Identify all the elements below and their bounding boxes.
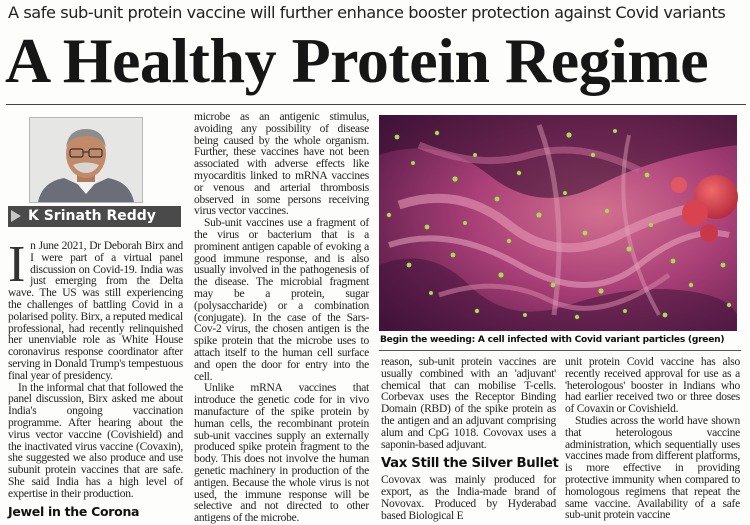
- column-2-paragraph-1: microbe as an antigenic stimulus, avoiding any possibility of disease being caused by the whole organism. Further, these vaccines have not been associated with adverse effects like myocarditis linked to mRNA vaccines or venous and arterial thrombosis observed in some persons receiving virus vector vaccines.: [194, 111, 369, 218]
- chevron-right-icon: [11, 210, 21, 222]
- drop-cap: I: [8, 236, 26, 293]
- column-3-paragraph-2: Covovax was mainly produced for export, as the India-made brand of Novovax. Produced by Hyderabad based Biological E: [381, 474, 556, 522]
- column-4: [565, 356, 740, 522]
- column-2-paragraph-2: Sub-unit vaccines use a fragment of the virus or bacterium that is a prominent antigen capable of evoking a good immune response, and is also usually involved in the pathogenesis of the disease. The microbial fragment may be a protein, sugar (polysaccharide) or a combination (conjugate). In the case of the Sars-Cov-2 virus, the chosen antigen is the spike protein that the microbe uses to attach itself to the human cell surface and open the door for entry into the cell.: [194, 217, 369, 383]
- photo-caption: Begin the weeding: A cell infected with Covid variant particles (green): [380, 335, 725, 345]
- kicker: A safe sub-unit protein vaccine will further enhance booster protection against Covid variants: [8, 3, 726, 22]
- column-1-paragraph-1: In June 2021, Dr Deborah Birx and I were part of a virtual panel discussion on Covid-19. India was just emerging from the Delta wave. The US was still experiencing the challenges of battling Covid in a polarised polity. Birx, a reputed medical professional, had recently relinquished her unenviable role as White House coronavirus response coordinator after serving in Donald Trump's tempestuous final year of presidency.: [8, 236, 183, 382]
- column-2-paragraph-3: Unlike mRNA vaccines that introduce the genetic code for in vivo manufacture of the spike protein by human cells, the recombinant protein sub-unit vaccines supply an externally produced spike protein fragment to the body. This does not involve the human genetic machinery in production of the antigen. Because the whole virus is not used, the immune response will be selective and not directed to other antigens of the microbe.: [194, 382, 369, 525]
- byline-bar: [8, 206, 181, 227]
- column-1: [8, 236, 183, 519]
- column-2: [194, 111, 369, 525]
- subhead-silver-bullet: Vax Still the Silver Bullet: [381, 456, 559, 472]
- caption-rule: [379, 350, 741, 351]
- feature-photo: [379, 115, 737, 331]
- column-3-paragraph-1: reason, sub-unit protein vaccines are usually combined with an 'adjuvant' chemical that can mobilise T-cells. Corbevax uses the Receptor Binding Domain (RBD) of the spike protein as the antigen and an adjuvant comprising alum and CpG 1018. Covovax uses a saponin-based adjuvant.: [381, 356, 556, 451]
- author-photo: [29, 117, 143, 203]
- column-1-paragraph-2: In the informal chat that followed the panel discussion, Birx asked me about India's ongoing vaccination programme. After hearing about the virus vector vaccine (Covishield) and the inactivated virus vaccine (Covaxin), she suggested we also produce and use subunit protein vaccines that are safe. She said India has a high level of expertise in their production.: [8, 381, 183, 500]
- subhead-jewel: Jewel in the Corona: [8, 503, 140, 519]
- column-4-paragraph-1: unit protein Covid vaccine has also recently received approval for use as a 'heterologous' booster in Indians who had earlier received two or three doses of Covaxin or Covishield.: [565, 356, 740, 416]
- headline: A Healthy Protein Regime: [5, 25, 709, 96]
- column-3: [381, 356, 559, 522]
- byline-name: K Srinath Reddy: [28, 208, 156, 224]
- column-4-paragraph-2: Studies across the world have shown that heterologous vaccine administration, which sequentially uses vaccines made from different platforms, is more effective in providing protective immunity when compared to homologous regimens that repeat the same vaccine. Availability of a safe sub-unit protein vaccine: [565, 414, 740, 522]
- headline-rule: [6, 104, 746, 105]
